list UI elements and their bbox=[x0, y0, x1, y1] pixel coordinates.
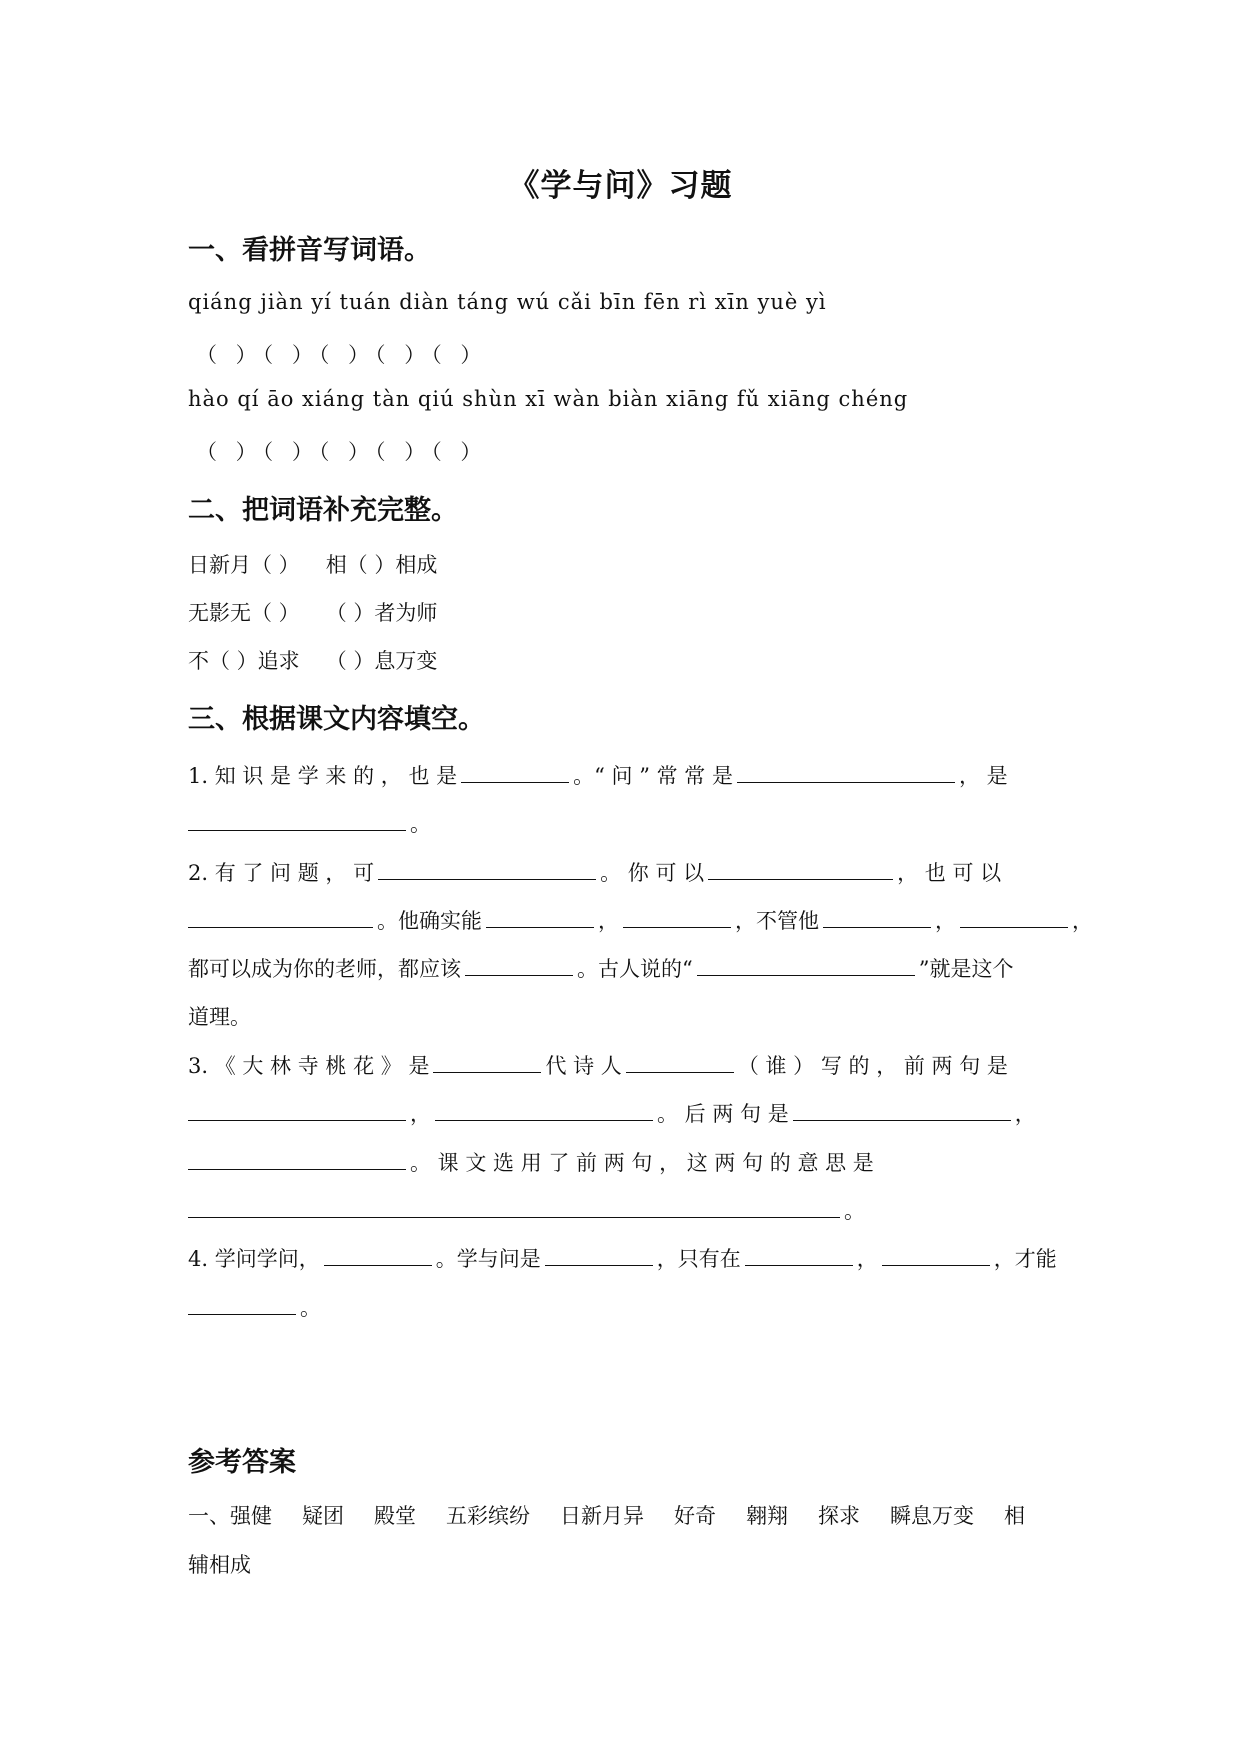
q3-text-d: ， bbox=[410, 1102, 431, 1126]
question-4-line-2 bbox=[188, 1292, 321, 1322]
q3-text-f: ， bbox=[1014, 1102, 1036, 1126]
section-3-heading: 三、根据课文内容填空。 bbox=[188, 704, 485, 735]
fill-blank[interactable] bbox=[708, 861, 893, 880]
question-3-line-2 bbox=[188, 1098, 1036, 1128]
fill-blank[interactable] bbox=[486, 909, 594, 928]
q2-text-g: ， bbox=[935, 909, 956, 933]
fill-blank[interactable] bbox=[823, 909, 931, 928]
q3-text-b: 代 诗 人 bbox=[545, 1054, 622, 1078]
question-1-line-1 bbox=[188, 760, 1008, 790]
q1-text-b: 。“ 问 ” 常 常 是 bbox=[573, 764, 733, 788]
question-4-line-1 bbox=[188, 1243, 1057, 1273]
fill-blank[interactable] bbox=[697, 957, 915, 976]
pinyin-line-2: hào qí āo xiáng tàn qiú shùn xī wàn biàn xiāng fǔ xiāng chéng bbox=[188, 387, 909, 411]
section-2-heading: 二、把词语补充完整。 bbox=[188, 495, 458, 526]
q4-text-f: 。 bbox=[300, 1296, 321, 1320]
fill-blank[interactable] bbox=[737, 764, 955, 783]
idiom-item: 不（ ）追求 bbox=[188, 649, 300, 673]
answer-word: 好奇 bbox=[674, 1504, 716, 1528]
answer-parens-2: （ ）（ ）（ ）（ ）（ ） bbox=[196, 440, 488, 464]
q2-text-i: 都可以成为你的老师，都应该 bbox=[188, 957, 461, 981]
fill-blank[interactable] bbox=[545, 1247, 653, 1266]
answer-word: 日新月异 bbox=[560, 1504, 644, 1528]
question-1-line-2 bbox=[188, 808, 431, 838]
fill-blank[interactable] bbox=[882, 1247, 990, 1266]
q3-text-a: 3. 《 大 林 寺 桃 花 》 是 bbox=[188, 1054, 430, 1078]
idiom-row-3 bbox=[188, 645, 463, 675]
answer-word: 瞬息万变 bbox=[890, 1504, 974, 1528]
answer-word: 疑团 bbox=[302, 1504, 344, 1528]
answer-word: 相 bbox=[1004, 1504, 1025, 1528]
idiom-item: （ ）息万变 bbox=[325, 649, 438, 673]
answer-word: 五彩缤纷 bbox=[446, 1504, 530, 1528]
idiom-row-1 bbox=[188, 549, 463, 579]
page-title: 《学与问》习题 bbox=[508, 168, 733, 204]
q2-text-c: ， 也 可 以 bbox=[897, 861, 1002, 885]
q4-text-e: ，才能 bbox=[993, 1247, 1057, 1271]
fill-blank[interactable] bbox=[188, 812, 406, 831]
question-2-line-2 bbox=[188, 905, 1093, 935]
answer-parens-1: （ ）（ ）（ ）（ ）（ ） bbox=[196, 343, 488, 367]
q1-end: 。 bbox=[410, 812, 431, 836]
fill-blank[interactable] bbox=[188, 1102, 406, 1121]
q2-text-h: ， bbox=[1072, 909, 1093, 933]
fill-blank[interactable] bbox=[188, 909, 373, 928]
q2-text-e: ， bbox=[598, 909, 619, 933]
q4-text-b: 。学与问是 bbox=[435, 1247, 541, 1271]
q4-text-c: ，只有在 bbox=[656, 1247, 741, 1271]
q3-text-c: （ 谁 ） 写 的 ， 前 两 句 是 bbox=[737, 1054, 1008, 1078]
fill-blank[interactable] bbox=[435, 1102, 653, 1121]
idiom-row-2 bbox=[188, 597, 463, 627]
fill-blank[interactable] bbox=[188, 1199, 840, 1218]
answers-line-2: 辅相成 bbox=[188, 1553, 251, 1577]
idiom-item: 无影无（ ） bbox=[188, 601, 300, 625]
question-2-line-4: 道理。 bbox=[188, 1005, 251, 1029]
answers-line-1 bbox=[188, 1500, 1025, 1530]
fill-blank[interactable] bbox=[461, 764, 569, 783]
q2-text-b: 。 你 可 以 bbox=[600, 861, 705, 885]
q2-text-k: ”就是这个 bbox=[918, 957, 1014, 981]
idiom-item: 日新月（ ） bbox=[188, 553, 300, 577]
idiom-item: （ ）者为师 bbox=[325, 601, 438, 625]
q2-text-j: 。古人说的“ bbox=[577, 957, 693, 981]
answer-word: 探求 bbox=[818, 1504, 860, 1528]
question-2-line-3 bbox=[188, 953, 1014, 983]
fill-blank[interactable] bbox=[745, 1247, 853, 1266]
q4-text-d: ， bbox=[856, 1247, 878, 1271]
fill-blank[interactable] bbox=[960, 909, 1068, 928]
q3-text-g: 。 课 文 选 用 了 前 两 句 ， 这 两 句 的 意 思 是 bbox=[410, 1151, 874, 1175]
fill-blank[interactable] bbox=[793, 1102, 1011, 1121]
answers-prefix: 一、 bbox=[188, 1504, 230, 1528]
section-1-heading: 一、看拼音写词语。 bbox=[188, 235, 431, 266]
q2-text-f: ，不管他 bbox=[735, 909, 819, 933]
q1-text-a: 1. 知 识 是 学 来 的 ， 也 是 bbox=[188, 764, 458, 788]
question-3-line-1 bbox=[188, 1050, 1008, 1080]
answer-word: 殿堂 bbox=[374, 1504, 416, 1528]
fill-blank[interactable] bbox=[378, 861, 596, 880]
question-3-line-4 bbox=[188, 1195, 865, 1225]
fill-blank[interactable] bbox=[324, 1247, 432, 1266]
answers-heading: 参考答案 bbox=[188, 1447, 296, 1478]
fill-blank[interactable] bbox=[433, 1054, 541, 1073]
question-3-line-3 bbox=[188, 1147, 874, 1177]
answer-word: 强健 bbox=[230, 1504, 272, 1528]
q2-text-a: 2. 有 了 问 题 ， 可 bbox=[188, 861, 375, 885]
fill-blank[interactable] bbox=[188, 1151, 406, 1170]
fill-blank[interactable] bbox=[623, 909, 731, 928]
pinyin-line-1: qiáng jiàn yí tuán diàn táng wú cǎi bīn fēn rì xīn yuè yì bbox=[188, 290, 827, 314]
fill-blank[interactable] bbox=[188, 1296, 296, 1315]
question-2-line-1 bbox=[188, 857, 1001, 887]
q3-text-e: 。 后 两 句 是 bbox=[657, 1102, 789, 1126]
fill-blank[interactable] bbox=[626, 1054, 734, 1073]
idiom-item: 相（ ）相成 bbox=[325, 553, 438, 577]
answer-word: 翱翔 bbox=[746, 1504, 788, 1528]
q3-text-h: 。 bbox=[844, 1199, 865, 1223]
q4-text-a: 4. 学问学问， bbox=[188, 1247, 320, 1271]
fill-blank[interactable] bbox=[465, 957, 573, 976]
q2-text-d: 。他确实能 bbox=[377, 909, 482, 933]
q1-text-c: ， 是 bbox=[958, 764, 1008, 788]
